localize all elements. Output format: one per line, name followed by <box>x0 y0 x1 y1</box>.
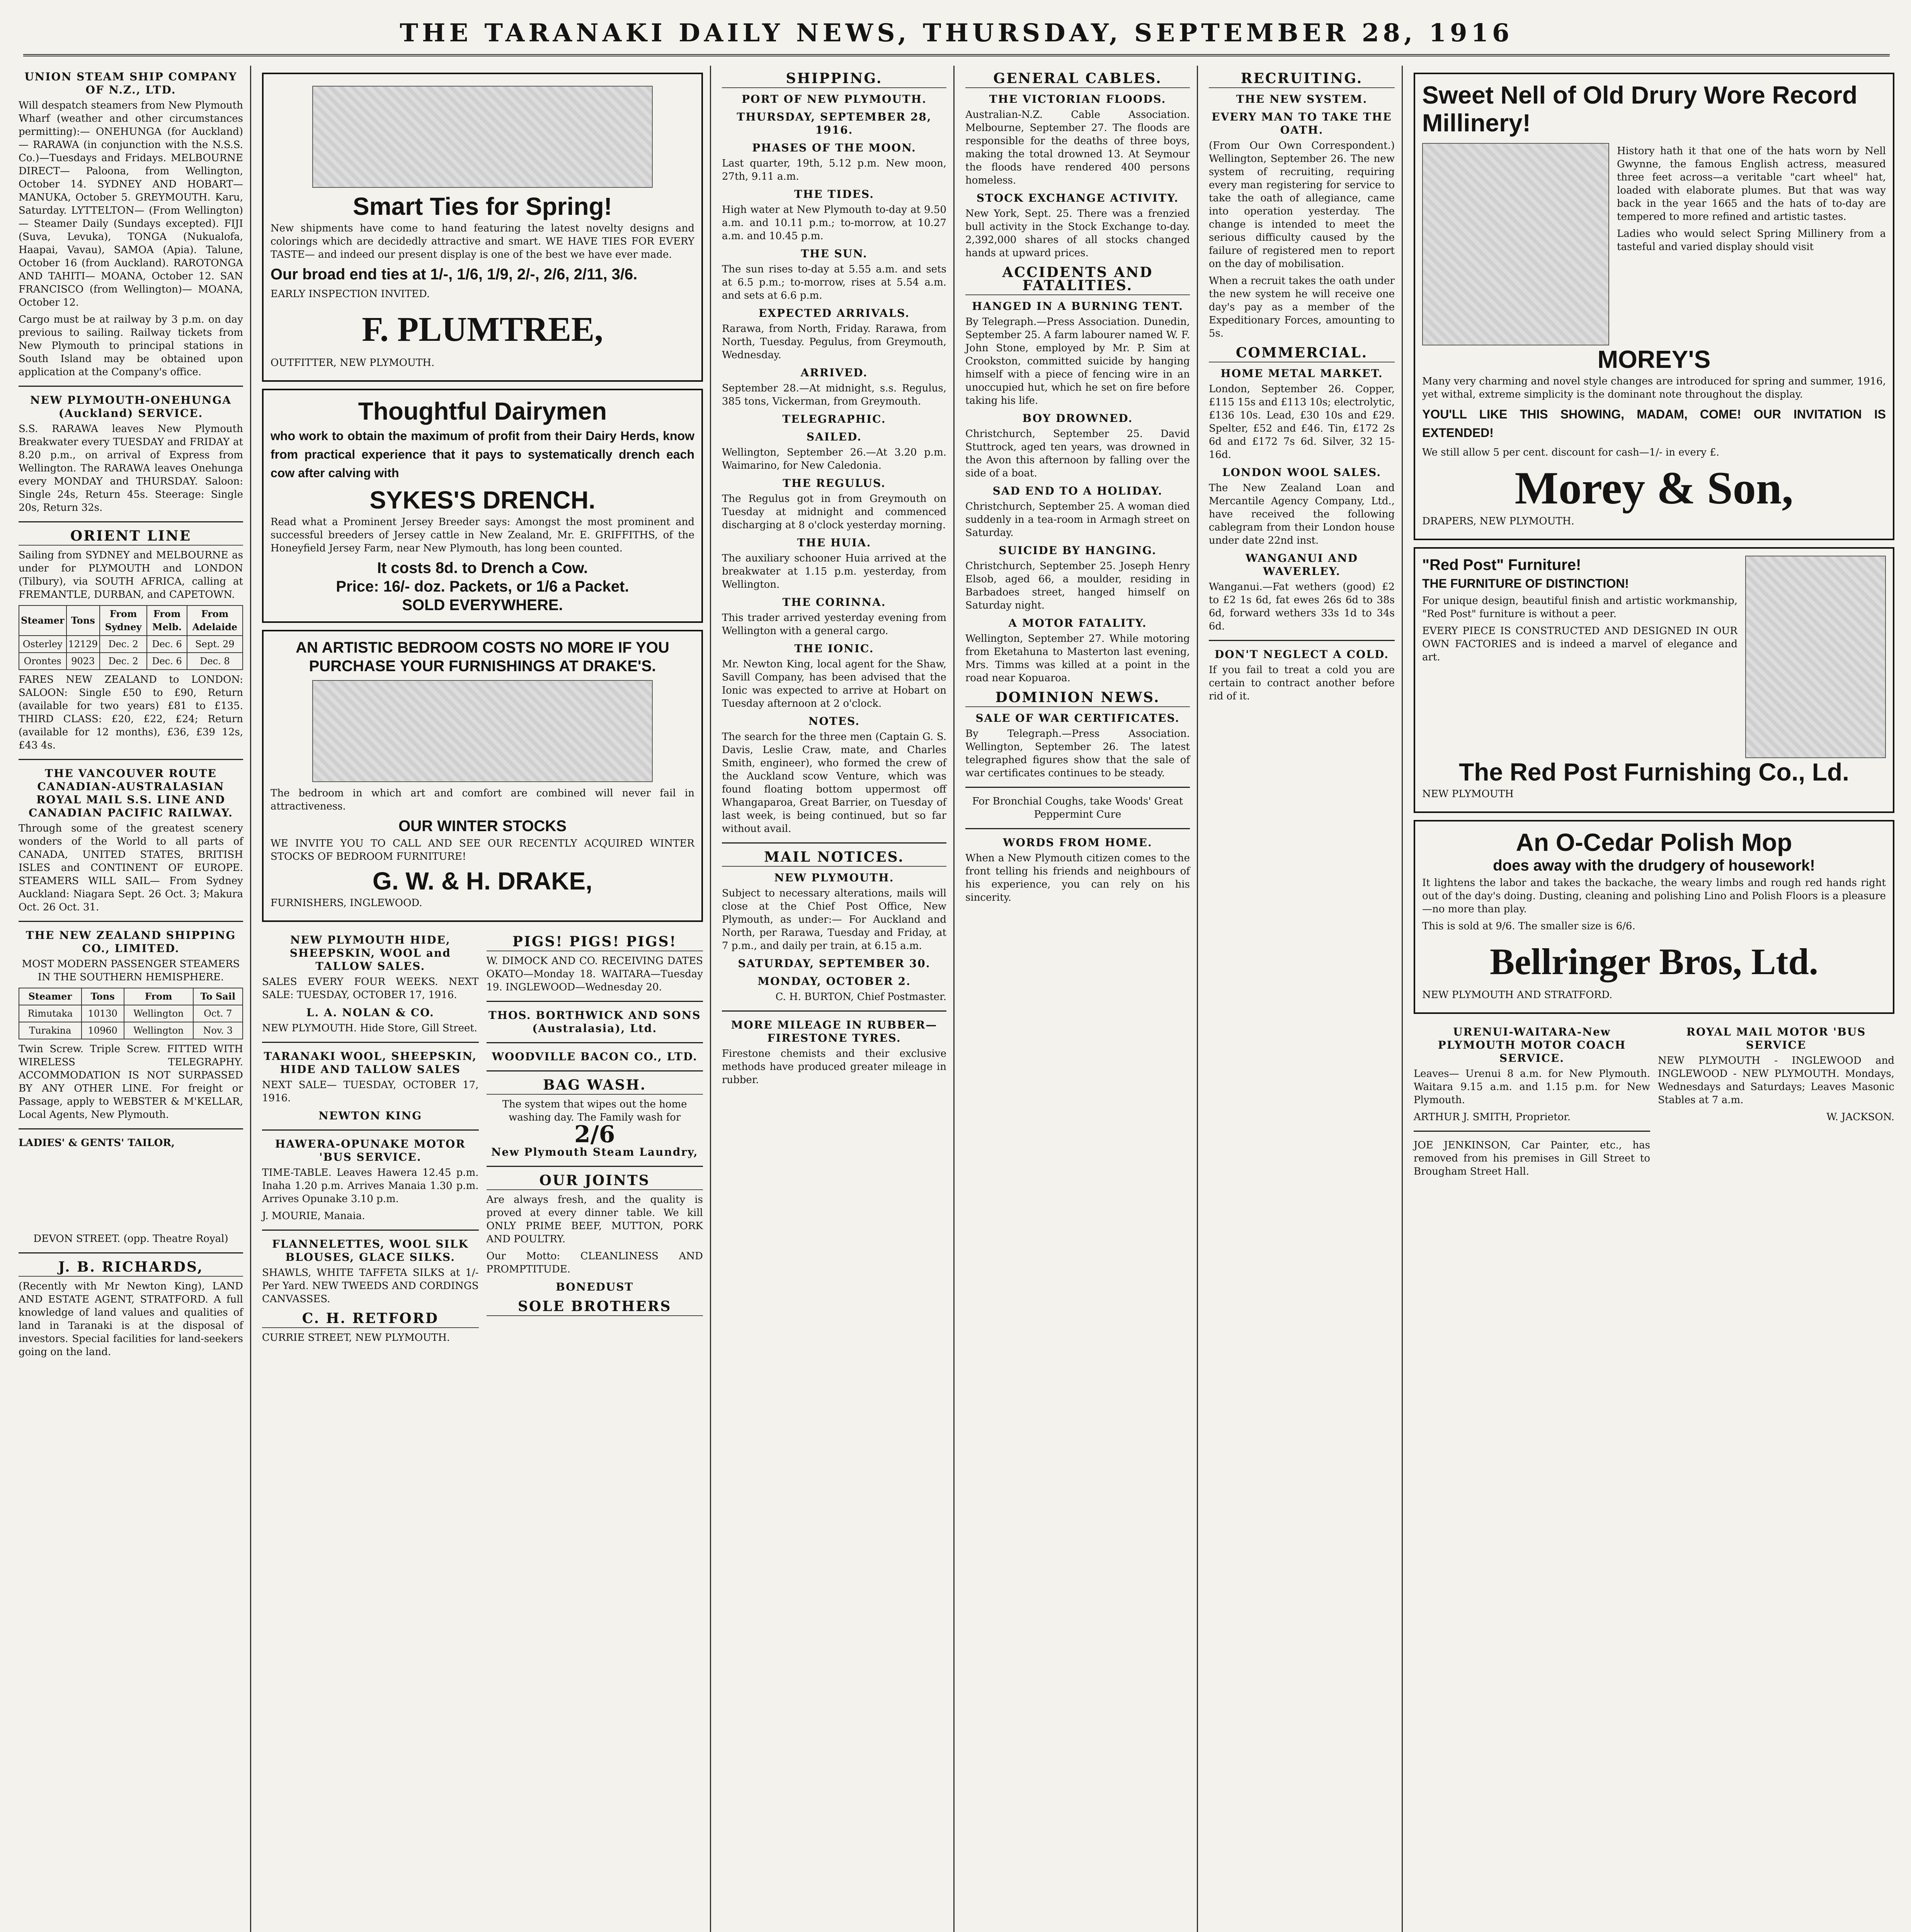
column-2 <box>255 66 711 1932</box>
notes-text: The search for the three men (Captain G. S. Davis, Leslie Craw, mate, and Charles Smith, engineer), who formed the crew of the Auckland scow Venture, which was found floating bottom uppermost off Whangaparoa, Great Barrier, on Tuesday of last week, is being continued, but so far without avail. <box>722 731 946 835</box>
expected-title: EXPECTED ARRIVALS. <box>758 307 910 320</box>
home-title: WORDS FROM HOME. <box>1003 836 1152 849</box>
mail-title: MAIL NOTICES. <box>722 850 946 867</box>
table-cell: Oct. 7 <box>193 1005 243 1022</box>
bellringer: Bellringer Bros, Ltd. <box>1490 941 1818 982</box>
wardrobe-illustration <box>1745 556 1886 758</box>
union-text: Will despatch steamers from New Plymouth Wharf (weather and other circumstances permitting):— ONEHUNGA (for Auckland)— RARAWA (in conjunction with the N.S.S. Co.)—Tuesdays and Fridays. MELBOURNE DIRECT— Paloona, from Wellington, October 14. SYDNEY AND HOBART— MANUKA, October 5. GREYMOUTH. Karu, Saturday. LYTTELTON— (From Wellington)— Steamer Daily (Sundays excepted). FIJI (Suva, Levuka), TONGA (Nukualofa, Haapai, Vavau), SAMOA (Apia). Talune, October 16 (from Auckland). RAROTONGA AND TAHITI— MOANA, October 12. SAN FRANCISCO (from Wellington)— MOANA, October 12. <box>19 100 243 308</box>
corinna-text: This trader arrived yesterday evening from Wellington with a general cargo. <box>722 612 946 637</box>
nell-body <box>1422 143 1886 345</box>
tides-title: THE TIDES. <box>794 188 874 201</box>
cold-text: If you fail to treat a cold you are certain to contract another before rid of it. <box>1209 664 1395 702</box>
sun-title: THE SUN. <box>801 247 868 260</box>
recruit-text: (From Our Own Correspondent.) Wellington, September 26. The new system of recruiting, requiring every man registering for service to take the oath of allegiance, came into operation yesterday. The change is intended to meet the serious difficulty caused by the failure of registered men to report on the day of mobilisation. <box>1209 140 1395 270</box>
shipping-title: SHIPPING. <box>722 72 946 88</box>
royal-title: ROYAL MAIL MOTOR 'BUS SERVICE <box>1686 1026 1866 1051</box>
ties-illustration <box>312 86 653 188</box>
redpost-body <box>1422 556 1886 758</box>
redpost-text: For unique design, beautiful finish and artistic workmanship, "Red Post" furniture is without a peer. <box>1422 595 1737 620</box>
ties-ad <box>262 73 703 382</box>
sykes-price: It costs 8d. to Drench a Cow. <box>377 560 588 577</box>
union-title: UNION STEAM SHIP COMPANY OF N.Z., LTD. <box>24 70 237 96</box>
urenui-sign: ARTHUR J. SMITH, Proprietor. <box>1414 1111 1571 1123</box>
dairy-text: who work to obtain the maximum of profit from their Dairy Herds, know from practical experience that it pays to systematically drench each cow after calving with <box>271 429 694 480</box>
table-row <box>19 636 243 653</box>
divider <box>487 1042 703 1043</box>
table-header: From Adelaide <box>187 605 243 636</box>
wool-title: LONDON WOOL SALES. <box>1222 466 1382 479</box>
table-cell: Wellington <box>124 1005 193 1022</box>
ties-prices: Our broad end ties at 1/-, 1/6, 1/9, 2/-, 2/6, 2/11, 3/6. <box>271 266 638 283</box>
retford-name: C. H. RETFORD <box>262 1312 479 1328</box>
vancouver-title: THE VANCOUVER ROUTE CANADIAN-AUSTRALASIAN ROYAL MAIL S.S. LINE AND CANADIAN PACIFIC RAILWAY. <box>29 767 233 819</box>
wool-text: The New Zealand Loan and Mercantile Agency Company, Ltd., have received the following cablegram from their London house under date 22nd inst. <box>1209 482 1395 546</box>
expected-text: Rarawa, from North, Friday. Rarawa, from North, Tuesday. Pegulus, from Greymouth, Wednesday. <box>722 323 946 361</box>
holiday-text: Christchurch, September 25. A woman died suddenly in a tea-room in Armagh street on Saturday. <box>965 501 1190 539</box>
wanganui-text: Wanganui.—Fat wethers (good) £2 to £2 1s 6d, fat ewes 26s 6d to 38s 6d, forward wethers 33s 1d to 34s 6d. <box>1209 581 1395 632</box>
plumtree-sub: OUTFITTER, NEW PLYMOUTH. <box>271 357 435 369</box>
table-cell: Rimutaka <box>19 1005 82 1022</box>
arrived-title: ARRIVED. <box>800 366 868 379</box>
column-1 <box>12 66 251 1932</box>
bag-price: 2/6 <box>574 1121 615 1148</box>
tent-text: By Telegraph.—Press Association. Dunedin, September 25. A farm labourer named W. F. John Stone, employed by Mr. P. Sim at Crookston, committed suicide by hanging himself with a piece of fencing wire in an unoccupied hut, which he set on fire before taking his life. <box>965 316 1190 406</box>
oath-title: EVERY MAN TO TAKE THE OATH. <box>1212 111 1392 136</box>
shawls: SHAWLS, WHITE TAFFETA SILKS at 1/- Per Yard. NEW TWEEDS AND CORDINGS CANVASSES. <box>262 1267 479 1305</box>
moreys-title: MOREY'S <box>1597 345 1711 373</box>
table-cell: Sept. 29 <box>187 636 243 653</box>
column-shipping <box>715 66 955 1932</box>
recruiting-title: RECRUITING. <box>1209 72 1395 88</box>
jackson: W. JACKSON. <box>1826 1111 1894 1123</box>
regulus-text: The Regulus got in from Greymouth on Tuesday at midnight and commenced discharging at 8 o'clock yesterday morning. <box>722 493 946 531</box>
taranaki-text: NEXT SALE— TUESDAY, OCTOBER 17, 1916. <box>262 1079 479 1104</box>
drake-sub: FURNISHERS, INGLEWOOD. <box>271 897 422 909</box>
table-header: Steamer <box>19 988 82 1005</box>
lady-hat-illustration <box>1422 143 1609 345</box>
huia-title: THE HUIA. <box>797 536 871 549</box>
motor-title: A MOTOR FATALITY. <box>1008 617 1147 629</box>
coughs: For Bronchial Coughs, take Woods' Great Peppermint Cure <box>972 796 1183 820</box>
table-header: Tons <box>82 988 124 1005</box>
ocedar-sub: does away with the drudgery of housework! <box>1493 857 1815 874</box>
nell-title: Sweet Nell of Old Drury Wore Record Millinery! <box>1422 81 1858 137</box>
divider <box>262 1042 479 1043</box>
drake-title: AN ARTISTIC BEDROOM COSTS NO MORE IF YOU PURCHASE YOUR FURNISHINGS AT DRAKE'S. <box>296 639 669 675</box>
table-cell: Dec. 6 <box>147 636 187 653</box>
table-cell: 10960 <box>82 1022 124 1039</box>
boy-text: Christchurch, September 25. David Stuttrock, aged ten years, was drowned in the Avon this afternoon by falling over the side of a boat. <box>965 428 1190 479</box>
tent-title: HANGED IN A BURNING TENT. <box>972 300 1183 313</box>
dresser-illustration <box>312 680 653 782</box>
divider <box>1209 640 1395 641</box>
orient-title: ORIENT LINE <box>19 529 243 546</box>
redpost-ad <box>1414 547 1894 813</box>
moon-title: PHASES OF THE MOON. <box>752 141 916 154</box>
table-header: Tons <box>66 605 100 636</box>
column-ads <box>1407 66 1901 1932</box>
nolan-sub: NEW PLYMOUTH. Hide Store, Gill Street. <box>262 1022 478 1034</box>
nolan-name: L. A. NOLAN & CO. <box>306 1006 434 1019</box>
mileage-text: Firestone chemists and their exclusive methods have produced greater mileage in rubber. <box>722 1048 946 1086</box>
redpost-place: NEW PLYMOUTH <box>1422 788 1514 800</box>
divider <box>19 386 243 387</box>
table-cell: 10130 <box>82 1005 124 1022</box>
sykes-packets: Price: 16/- doz. Packets, or 1/6 a Packet. <box>336 578 629 595</box>
huia-text: The auxiliary schooner Huia arrived at the breakwater at 1.15 p.m. yesterday, from Wellington. <box>722 553 946 590</box>
arrived-text: September 28.—At midnight, s.s. Regulus, 385 tons, Vickerman, from Greymouth. <box>722 383 946 407</box>
wanganui-title: WANGANUI AND WAVERLEY. <box>1245 552 1358 578</box>
commercial-title: COMMERCIAL. <box>1209 346 1395 362</box>
table-cell: 12129 <box>66 636 100 653</box>
redpost-copy <box>1422 556 1737 758</box>
ocedar-ad <box>1414 820 1894 1014</box>
ocedar-title: An O-Cedar Polish Mop <box>1516 828 1792 856</box>
table-cell: Dec. 2 <box>100 636 147 653</box>
divider <box>262 1129 479 1131</box>
urenui-title: URENUI-WAITARA-New PLYMOUTH MOTOR COACH SERVICE. <box>1438 1026 1626 1065</box>
lower-ads <box>262 929 703 1348</box>
moreys-invite: YOU'LL LIKE THIS SHOWING, MADAM, COME! OUR INVITATION IS EXTENDED! <box>1422 407 1886 440</box>
nzsc-table <box>19 988 243 1039</box>
hawera-title: HAWERA-OPUNAKE MOTOR 'BUS SERVICE. <box>275 1138 466 1163</box>
redpost-sub: THE FURNITURE OF DISTINCTION! <box>1422 577 1629 590</box>
nzsc-title: THE NEW ZEALAND SHIPPING CO., LIMITED. <box>26 929 236 955</box>
divider <box>19 521 243 522</box>
table-cell: Turakina <box>19 1022 82 1039</box>
joints-text: Are always fresh, and the quality is proved at every dinner table. We kill ONLY PRIME BEEF, MUTTON, PORK AND POULTRY. <box>486 1194 703 1245</box>
moreys-ad <box>1414 73 1894 540</box>
divider <box>19 921 243 922</box>
moreys-text: Many very charming and novel style changes are introduced for spring and summer, 1916, yet withal, extreme simplicity is the dominant note throughout the display. <box>1422 376 1886 400</box>
war-text: By Telegraph.—Press Association. Wellington, September 26. The latest telegraphed figures show that the sale of war certificates continues to be steady. <box>965 728 1190 779</box>
table-header: Steamer <box>19 605 66 636</box>
ocedar-price: This is sold at 9/6. The smaller size is 6/6. <box>1422 920 1635 932</box>
divider <box>722 842 946 844</box>
cargo-text: Cargo must be at railway by 3 p.m. on day previous to sailing. Railway tickets from New Plymouth to principal stations in South Island may be obtained upon application at the Company's office. <box>19 314 243 378</box>
onehunga-text: S.S. RARAWA leaves New Plymouth Breakwater every TUESDAY and FRIDAY at 8.20 p.m., on arrival of Express from Wellington. The RARAWA leaves Onehunga every MONDAY and THURSDAY. Saloon: Single 24s, Return 45s. Steerage: Single 20s, Return 32s. <box>19 423 243 514</box>
jenkinson: JOE JENKINSON, Car Painter, etc., has removed from his premises in Gill Street to Brougham Street Hall. <box>1414 1139 1650 1177</box>
taranaki-title: TARANAKI WOOL, SHEEPSKIN, HIDE AND TALLOW SALES <box>264 1050 477 1076</box>
morey-son: Morey & Son, <box>1515 462 1794 514</box>
divider <box>487 1001 703 1002</box>
table-cell: Nov. 3 <box>193 1022 243 1039</box>
lower-ads-right <box>487 929 703 1348</box>
sole-brothers: SOLE BROTHERS <box>487 1300 703 1316</box>
home-text: When a New Plymouth citizen comes to the front telling his friends and neighbours of his experience, you can rely on his sincerity. <box>965 852 1190 903</box>
royal-text: NEW PLYMOUTH - INGLEWOOD and INGLEWOOD - NEW PLYMOUTH. Mondays, Wednesdays and Saturdays; Leaves Masonic Stables at 7 a.m. <box>1658 1055 1894 1106</box>
table-cell: Orontes <box>19 653 66 670</box>
nzsc-text: Twin Screw. Triple Screw. FITTED WITH WIRELESS TELEGRAPHY. ACCOMMODATION IS NOT SURPASSED BY ANY OTHER LINE. For freight or Passage, apply to WEBSTER & M'KELLAR, Local Agents, New Plymouth. <box>19 1043 243 1121</box>
table-cell: Dec. 8 <box>187 653 243 670</box>
ocedar-text: It lightens the labor and takes the backache, the weary limbs and rough red hands right out of the day's doing. Dusting, cleaning and polishing Lino and Polish Floors is a pleasure—no more than play. <box>1422 877 1886 915</box>
divider <box>19 1252 243 1253</box>
hanging-text: Christchurch, September 25. Joseph Henry Elsob, aged 66, a moulder, residing in Barbadoes street, hanged himself on Saturday night. <box>965 560 1190 611</box>
bonedust: BONEDUST <box>556 1281 634 1293</box>
war-title: SALE OF WAR CERTIFICATES. <box>975 712 1180 724</box>
bellringer-sub: NEW PLYMOUTH AND STRATFORD. <box>1422 989 1613 1001</box>
ties-invite: EARLY INSPECTION INVITED. <box>271 288 430 300</box>
cold-title: DON'T NEGLECT A COLD. <box>1214 648 1389 661</box>
divider <box>965 787 1190 788</box>
stamp-spacer <box>19 1153 243 1231</box>
sykes-text: Read what a Prominent Jersey Breeder says: Amongst the most prominent and successful breeders of Jersey cattle in New Zealand, Mr. E. GRIFFITHS, of the Honeyfield Jersey Farm, near New Plymouth, has long been counted. <box>271 516 694 554</box>
bag-title: BAG WASH. <box>487 1078 703 1095</box>
divider <box>262 1230 479 1231</box>
mileage-title: MORE MILEAGE IN RUBBER—FIRESTONE TYRES. <box>731 1019 938 1044</box>
monday: MONDAY, OCTOBER 2. <box>757 975 911 988</box>
divider <box>487 1166 703 1167</box>
nell-text: History hath it that one of the hats worn by Nell Gwynne, the famous English actress, measured three feet across—a veritable "cart wheel" hat, loaded with elaborate plumes. But that was way back in the year 1665 and the hats of to-day are tempered to more refined and artistic tastes. <box>1617 145 1886 223</box>
royal-mail-service <box>1658 1021 1894 1182</box>
richards-text: (Recently with Mr Newton King), LAND AND ESTATE AGENT, STRATFORD. A full knowledge of land values and qualities of land in Taranaki is at the disposal of investors. Special facilities for land-seekers going on the land. <box>19 1281 243 1358</box>
vancouver-text: Through some of the greatest scenery wonders of the World to all parts of CANADA, UNITED STATES, BRITISH ISLES and CONTINENT OF EUROPE. STEAMERS WILL SAIL— From Sydney Auckland: Niagara Sept. 26 Oct. 3; Makura Oct. 26 Oct. 31. <box>19 823 243 913</box>
mourie: J. MOURIE, Manaia. <box>262 1210 365 1222</box>
pigs-text: W. DIMOCK AND CO. RECEIVING DATES OKATO—Monday 18. WAITARA—Tuesday 19. INGLEWOOD—Wednesday 20. <box>486 955 703 993</box>
drake-invite: WE INVITE YOU TO CALL AND SEE OUR RECENTLY ACQUIRED WINTER STOCKS OF BEDROOM FURNITURE! <box>271 838 694 862</box>
newton-king: NEWTON KING <box>318 1109 422 1122</box>
morey-sub: DRAPERS, NEW PLYMOUTH. <box>1422 515 1574 527</box>
metal-title: HOME METAL MARKET. <box>1220 367 1383 380</box>
orient-text: Sailing from SYDNEY and MELBOURNE as under for PLYMOUTH and LONDON (Tilbury), via SOUTH AFRICA, calling at FREMANTLE, DURBAN, and CAPETOWN. <box>19 549 243 600</box>
divider <box>722 1010 946 1012</box>
sykes-title: SYKES'S DRENCH. <box>369 486 596 514</box>
floods-text: Australian-N.Z. Cable Association. Melbourne, September 27. The floods are responsible for the deaths of three boys, making the total drowned 13. At Seymour the floods have rendered 400 persons homeless. <box>965 109 1190 186</box>
table-header: From Sydney <box>100 605 147 636</box>
dairy-title: Thoughtful Dairymen <box>358 397 607 425</box>
nell-copy <box>1617 143 1886 345</box>
drake-text: The bedroom in which art and comfort are combined will never fail in attractiveness. <box>271 787 694 812</box>
divider <box>487 1070 703 1071</box>
divider <box>19 1128 243 1129</box>
boy-title: BOY DROWNED. <box>1022 412 1133 425</box>
joints-motto: Our Motto: CLEANLINESS AND PROMPTITUDE. <box>486 1250 703 1275</box>
divider <box>19 759 243 760</box>
table-header: To Sail <box>193 988 243 1005</box>
table-header: From <box>124 988 193 1005</box>
orient-table <box>19 605 243 670</box>
tides-text: High water at New Plymouth to-day at 9.50 a.m. and 10.11 p.m.; to-morrow, at 10.27 a.m. and 10.45 p.m. <box>722 204 946 242</box>
floods-title: THE VICTORIAN FLOODS. <box>989 93 1166 105</box>
ties-title: Smart Ties for Spring! <box>353 192 612 220</box>
recruit-text-2: When a recruit takes the oath under the new system he will receive one day's pay as a member of the Expeditionary Forces, amounting to 5s. <box>1209 275 1395 339</box>
table-header: From Melb. <box>147 605 187 636</box>
motor-text: Wellington, September 27. While motoring from Eketahuna to Masterton last evening, Mrs. Timms was killed at a point in the road near Kopuaroa. <box>965 633 1190 684</box>
port-title: PORT OF NEW PLYMOUTH. <box>742 93 927 105</box>
cables-title: GENERAL CABLES. <box>965 72 1190 88</box>
date: THURSDAY, SEPTEMBER 28, 1916. <box>737 111 932 136</box>
hides-title: NEW PLYMOUTH HIDE, SHEEPSKIN, WOOL and TALLOW SALES. <box>289 934 451 973</box>
sailed-title: SAILED. <box>806 430 862 443</box>
joints-title: OUR JOINTS <box>487 1174 703 1190</box>
table-cell: Osterley <box>19 636 66 653</box>
bacon: WOODVILLE BACON CO., LTD. <box>492 1050 698 1063</box>
onehunga-title: NEW PLYMOUTH-ONEHUNGA (Auckland) SERVICE. <box>30 394 232 420</box>
ties-text: New shipments have come to hand featuring the latest novelty designs and colorings which are decidedly attractive and smart. WE HAVE TIES FOR EVERY TASTE— and indeed our present display is one of the best we have ever made. <box>271 223 694 260</box>
richards-name: J. B. RICHARDS, <box>19 1260 243 1277</box>
holiday-title: SAD END TO A HOLIDAY. <box>992 485 1163 497</box>
mail-text: Subject to necessary alterations, mails will close at the Chief Post Office, New Plymouth, as under:— For Auckland and North, per Rarawa, Tuesday and Friday, at 7 p.m., and daily per train, at 6.15 a.m. <box>722 888 946 952</box>
table-cell: Wellington <box>124 1022 193 1039</box>
accidents-title: ACCIDENTS AND FATALITIES. <box>965 266 1190 295</box>
dominion-title: DOMINION NEWS. <box>965 691 1190 707</box>
pigs-title: PIGS! PIGS! PIGS! <box>487 935 703 951</box>
redpost-text-2: EVERY PIECE IS CONSTRUCTED AND DESIGNED IN OUR OWN FACTORIES and is indeed a marvel of elegance and art. <box>1422 625 1737 663</box>
burton: C. H. BURTON, Chief Postmaster. <box>775 991 946 1003</box>
sykes-sold: SOLD EVERYWHERE. <box>402 597 563 614</box>
stock-title: STOCK EXCHANGE ACTIVITY. <box>976 192 1179 204</box>
column-cables <box>958 66 1198 1932</box>
plumtree-name: F. PLUMTREE, <box>362 310 603 349</box>
redpost-title: "Red Post" Furniture! <box>1422 556 1581 573</box>
table-cell: Dec. 2 <box>100 653 147 670</box>
bag-text: The system that wipes out the home washing day. The Family wash for <box>502 1099 687 1123</box>
masthead: THE TARANAKI DAILY NEWS, THURSDAY, SEPTEMBER 28, 1916 <box>23 12 1890 56</box>
drake-ad <box>262 630 703 922</box>
redpost-co: The Red Post Furnishing Co., Ld. <box>1459 758 1849 786</box>
laundry: New Plymouth Steam Laundry, <box>491 1146 698 1158</box>
sun-text: The sun rises to-day at 5.55 a.m. and sets at 6.5 p.m.; to-morrow, rises at 5.54 a.m. and sets at 6.6 p.m. <box>722 264 946 301</box>
flannel: FLANNELETTES, WOOL SILK BLOUSES, GLACE SILKS. <box>272 1238 469 1264</box>
ionic-title: THE IONIC. <box>794 642 874 655</box>
table-row <box>19 653 243 670</box>
table-row <box>19 1005 243 1022</box>
stock-text: New York, Sept. 25. There was a frenzied bull activity in the Stock Exchange to-day. 2,392,000 shares of all stocks changed hands at upward prices. <box>965 208 1190 259</box>
corinna-title: THE CORINNA. <box>782 596 886 609</box>
motor-services <box>1414 1021 1894 1182</box>
regulus-title: THE REGULUS. <box>783 477 886 490</box>
notes-title: NOTES. <box>808 715 860 728</box>
drake-name: G. W. & H. DRAKE, <box>373 867 592 895</box>
orient-fares: FARES NEW ZEALAND to LONDON: SALOON: Single £50 to £90, Return (available for two years) £81 to £135. THIRD CLASS: £20, £22, £24; Return (available for 12 months), £36, £39 12s, £43 4s. <box>19 674 243 751</box>
nzsc-sub: MOST MODERN PASSENGER STEAMERS IN THE SOUTHERN HEMISPHERE. <box>22 958 240 983</box>
hanging-title: SUICIDE BY HANGING. <box>999 544 1157 557</box>
table-cell: Dec. 6 <box>147 653 187 670</box>
alec-address: DEVON STREET. (opp. Theatre Royal) <box>33 1233 228 1245</box>
urenui-service <box>1414 1021 1650 1182</box>
mail-sub: NEW PLYMOUTH. <box>774 871 894 884</box>
table-cell: 9023 <box>66 653 100 670</box>
urenui-text: Leaves— Urenui 8 a.m. for New Plymouth. Waitara 9.15 a.m. and 1.15 p.m. for New Plymouth. <box>1414 1068 1650 1106</box>
drake-stocks: OUR WINTER STOCKS <box>398 818 567 835</box>
nell-text-2: Ladies who would select Spring Millinery from a tasteful and varied display should visit <box>1617 228 1886 253</box>
ionic-text: Mr. Newton King, local agent for the Shaw, Savill Company, has been advised that the Ionic was expected to arrive at Hobart on Tuesday afternoon at 2 o'clock. <box>722 658 946 709</box>
divider <box>965 828 1190 829</box>
metal-text: London, September 26. Copper, £115 15s and £113 10s; electrolytic, £136 10s. Lead, £30 10s and £29. Spelter, £52 and £46. Tin, £172 2s 6d and £172 7s 6d. Silver, 32 15-16d. <box>1209 383 1395 461</box>
telegraphic: TELEGRAPHIC. <box>782 413 886 425</box>
divider <box>1414 1131 1650 1132</box>
column-recruiting <box>1202 66 1403 1932</box>
sykes-ad <box>262 389 703 623</box>
saturday: SATURDAY, SEPTEMBER 30. <box>738 957 931 970</box>
tailor-label: LADIES' & GENTS' TAILOR, <box>19 1137 175 1149</box>
table-row <box>19 1022 243 1039</box>
system-title: THE NEW SYSTEM. <box>1236 93 1368 105</box>
hides-text: SALES EVERY FOUR WEEKS. NEXT SALE: TUESDAY, OCTOBER 17, 1916. <box>262 976 479 1001</box>
borthwick: THOS. BORTHWICK AND SONS (Australasia), Ltd. <box>488 1009 701 1035</box>
moreys-discount: We still allow 5 per cent. discount for cash—1/- in every £. <box>1422 447 1719 458</box>
hawera-text: TIME-TABLE. Leaves Hawera 12.45 p.m. Inaha 1.20 p.m. Arrives Manaia 1.30 p.m. Arrives Opunake 3.10 p.m. <box>262 1167 479 1205</box>
moon-text: Last quarter, 19th, 5.12 p.m. New moon, 27th, 9.11 a.m. <box>722 158 946 182</box>
sailed-text: Wellington, September 26.—At 3.20 p.m. Waimarino, for New Caledonia. <box>722 447 946 471</box>
retford-sub: CURRIE STREET, NEW PLYMOUTH. <box>262 1332 450 1344</box>
lower-ads-left <box>262 929 479 1348</box>
